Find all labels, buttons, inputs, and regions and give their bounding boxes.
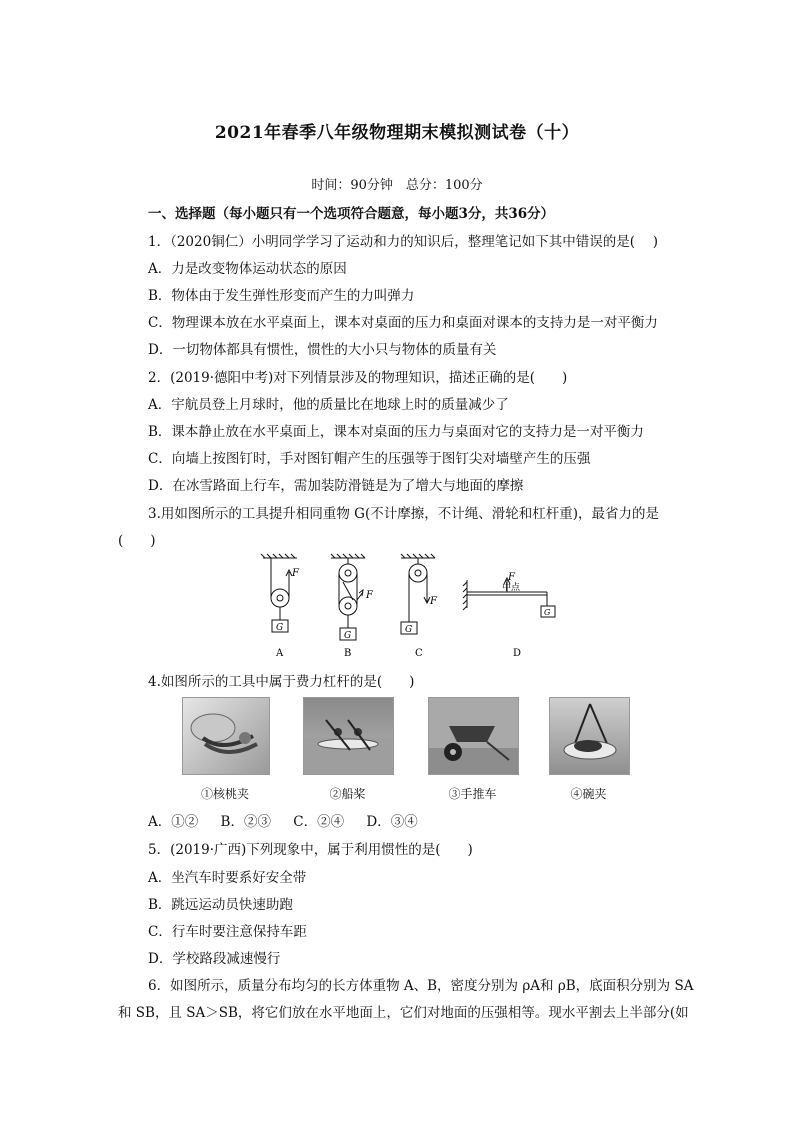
q1-stem: 1．（2020铜仁）小明同学学习了运动和力的知识后，整理笔记如下其中错误的是( ) bbox=[148, 234, 659, 250]
lever-midpoint-label: 中点 bbox=[502, 583, 521, 593]
pulley-a-force-label: F bbox=[292, 568, 299, 579]
paddle-photo bbox=[303, 697, 394, 775]
q4-option-c: C．②④ bbox=[293, 814, 345, 830]
q1-option-a: A．力是改变物体运动状态的原因 bbox=[148, 261, 347, 277]
exam-time-score: 时间：90分钟 总分：100分 bbox=[311, 178, 483, 193]
pulley-c-diagram bbox=[401, 554, 435, 634]
q3-stem: 3.用如图所示的工具提升相同重物 G(不计摩擦，不计绳、滑轮和杠杆重)，最省力的是 bbox=[148, 506, 659, 522]
wheelbarrow-photo bbox=[428, 697, 519, 775]
exam-title: 2021年春季八年级物理期末模拟测试卷（十） bbox=[214, 123, 580, 143]
q6-line-2: 和 SB，且 SA＞SB，将它们放在水平地面上，它们对地面的压强相等。现水平割去上半部分(如 bbox=[118, 1005, 689, 1021]
q2-option-a: A．宇航员登上月球时，他的质量比在地球上时的质量减少了 bbox=[148, 397, 509, 413]
section-heading: 一、选择题（每小题只有一个选项符合题意，每小题3分，共36分） bbox=[148, 206, 555, 222]
q2-option-d: D．在冰雪路面上行车，需加装防滑链是为了增大与地面的摩擦 bbox=[148, 478, 524, 494]
bowl-clip-photo bbox=[549, 697, 630, 775]
figure-label-a: A bbox=[276, 648, 284, 659]
q4-option-a: A．①② bbox=[148, 814, 199, 830]
caption-nutcracker: ①核桃夹 bbox=[200, 787, 249, 801]
lever-weight-label: G bbox=[544, 608, 551, 617]
caption-wheelbarrow: ③手推车 bbox=[448, 787, 497, 801]
q5-stem: 5．(2019·广西)下列现象中，属于利用惯性的是( ) bbox=[148, 842, 473, 858]
q1-option-b: B．物体由于发生弹性形变而产生的力叫弹力 bbox=[148, 288, 415, 304]
q4-stem: 4.如图所示的工具中属于费力杠杆的是( ) bbox=[148, 674, 415, 690]
q3-stem-paren: ( ) bbox=[118, 533, 156, 549]
q2-option-c: C．向墙上按图钉时，手对图钉帽产生的压强等于图钉尖对墙壁产生的压强 bbox=[148, 451, 591, 467]
q6-line-1: 6．如图所示，质量分布均匀的长方体重物 A、B，密度分别为 ρA和 ρB，底面积分别为 SA bbox=[148, 978, 694, 994]
figure-label-c: C bbox=[415, 648, 423, 659]
q4-options bbox=[148, 810, 436, 830]
q4-option-d: D．③④ bbox=[366, 814, 418, 830]
pulley-b-force-label: F bbox=[366, 590, 373, 601]
q2-option-b: B．课本静止放在水平桌面上，课本对桌面的压力与桌面对它的支持力是一对平衡力 bbox=[148, 424, 644, 440]
nutcracker-photo bbox=[182, 697, 270, 775]
q1-option-c: C．物理课本放在水平桌面上，课本对桌面的压力和桌面对课本的支持力是一对平衡力 bbox=[148, 315, 658, 331]
pulley-c-force-label: F bbox=[430, 596, 437, 607]
pulley-a-weight-label: G bbox=[276, 623, 284, 633]
pulley-c-weight-label: G bbox=[405, 625, 413, 635]
pulley-b-weight-label: G bbox=[344, 631, 352, 641]
caption-bowl-clip: ④碗夹 bbox=[570, 787, 607, 801]
q3-figure bbox=[255, 552, 575, 664]
q5-option-b: B．跳远运动员快速助跑 bbox=[148, 897, 293, 913]
figure-label-d: D bbox=[513, 648, 522, 659]
q5-option-d: D．学校路段减速慢行 bbox=[148, 951, 281, 967]
figure-label-b: B bbox=[344, 648, 352, 659]
pulley-a-diagram bbox=[261, 554, 297, 632]
lever-force-label: F bbox=[508, 572, 515, 583]
q5-option-a: A．坐汽车时要系好安全带 bbox=[148, 870, 307, 886]
q4-option-b: B．②③ bbox=[220, 814, 271, 830]
pulley-b-diagram bbox=[331, 554, 365, 640]
q2-stem: 2．(2019·德阳中考)对下列情景涉及的物理知识，描述正确的是( ) bbox=[148, 370, 568, 386]
q1-option-d: D．一切物体都具有惯性，惯性的大小只与物体的质量有关 bbox=[148, 342, 497, 358]
caption-paddle: ②船桨 bbox=[329, 787, 366, 801]
q5-option-c: C．行车时要注意保持车距 bbox=[148, 924, 307, 940]
